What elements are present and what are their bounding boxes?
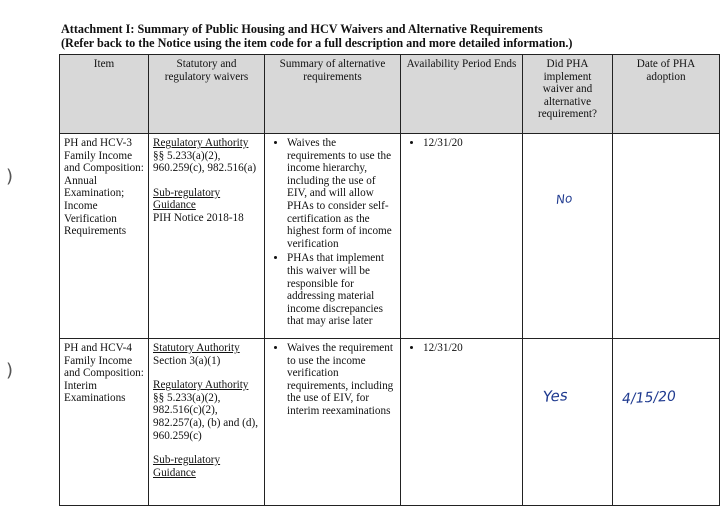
authority-block xyxy=(153,454,260,479)
availability-list xyxy=(405,137,518,150)
row-item: PH and HCV-3 Family Income and Composition: Annual Examination; Income Verification Requirements xyxy=(60,134,149,339)
authority-block xyxy=(153,137,260,175)
row-authority xyxy=(149,134,265,339)
authority-heading: Regulatory Authority xyxy=(153,137,249,149)
authority-block xyxy=(153,187,260,225)
margin-mark: ) xyxy=(6,166,14,187)
row-availability xyxy=(401,339,523,506)
availability-bullet: • 12/31/20 xyxy=(423,342,518,355)
header-summary: Summary of alternative requirements xyxy=(265,55,401,134)
row-did-implement xyxy=(523,134,613,339)
row-item: PH and HCV-4 Family Income and Composition: Interim Examinations xyxy=(60,339,149,506)
availability-list xyxy=(405,342,518,355)
header-availability: Availability Period Ends xyxy=(401,55,523,134)
table-row xyxy=(60,339,720,506)
header-item: Item xyxy=(60,55,149,134)
handwritten-adoption-date: 4/15/20 xyxy=(621,388,677,408)
summary-list xyxy=(269,137,396,328)
row-date-adoption xyxy=(613,134,720,339)
header-date-adoption: Date of PHA adoption xyxy=(613,55,720,134)
table-header-row xyxy=(60,55,720,134)
row-date-adoption xyxy=(613,339,720,506)
summary-bullet: • Waives the requirement to use the income verification requirements, including the use of EIV, for interim reexaminations xyxy=(287,342,396,418)
summary-list xyxy=(269,342,396,418)
summary-bullet: • Waives the requirements to use the income hierarchy, including the use of EIV, and will allow PHAs to consider self-certification as the highest form of income verification xyxy=(287,137,396,250)
authority-text: Section 3(a)(1) xyxy=(153,354,221,367)
authority-text: §§ 5.233(a)(2), 982.516(c)(2), 982.257(a), (b) and (d), 960.259(c) xyxy=(153,391,259,442)
row-availability xyxy=(401,134,523,339)
authority-heading: Sub-regulatory Guidance xyxy=(153,186,221,212)
row-authority xyxy=(149,339,265,506)
authority-text: §§ 5.233(a)(2), 960.259(c), 982.516(a) xyxy=(153,149,257,175)
authority-block xyxy=(153,379,260,442)
row-summary xyxy=(265,134,401,339)
authority-text: PIH Notice 2018-18 xyxy=(153,211,244,224)
row-summary xyxy=(265,339,401,506)
authority-heading: Sub-regulatory Guidance xyxy=(153,454,221,479)
row-did-implement xyxy=(523,339,613,506)
title-line-2: (Refer back to the Notice using the item code for a full description and more detailed information.) xyxy=(61,35,573,50)
authority-block xyxy=(153,342,260,367)
availability-bullet: • 12/31/20 xyxy=(423,137,518,150)
header-did-implement: Did PHA implement waiver and alternative requirement? xyxy=(523,55,613,134)
margin-mark: ) xyxy=(6,360,14,381)
handwritten-answer-yes: Yes xyxy=(542,386,569,406)
header-statutory: Statutory and regulatory waivers xyxy=(149,55,265,134)
authority-heading: Statutory Authority xyxy=(153,342,240,354)
document-title xyxy=(61,23,572,50)
handwritten-answer-no: No xyxy=(555,191,574,207)
table-row xyxy=(60,134,720,339)
summary-bullet: • PHAs that implement this waiver will be responsible for addressing material income discrepancies that may arise later xyxy=(287,252,396,328)
title-line-1: Attachment I: Summary of Public Housing and HCV Waivers and Alternative Requirements xyxy=(61,22,543,36)
waivers-table xyxy=(59,54,720,506)
authority-heading: Regulatory Authority xyxy=(153,379,249,392)
